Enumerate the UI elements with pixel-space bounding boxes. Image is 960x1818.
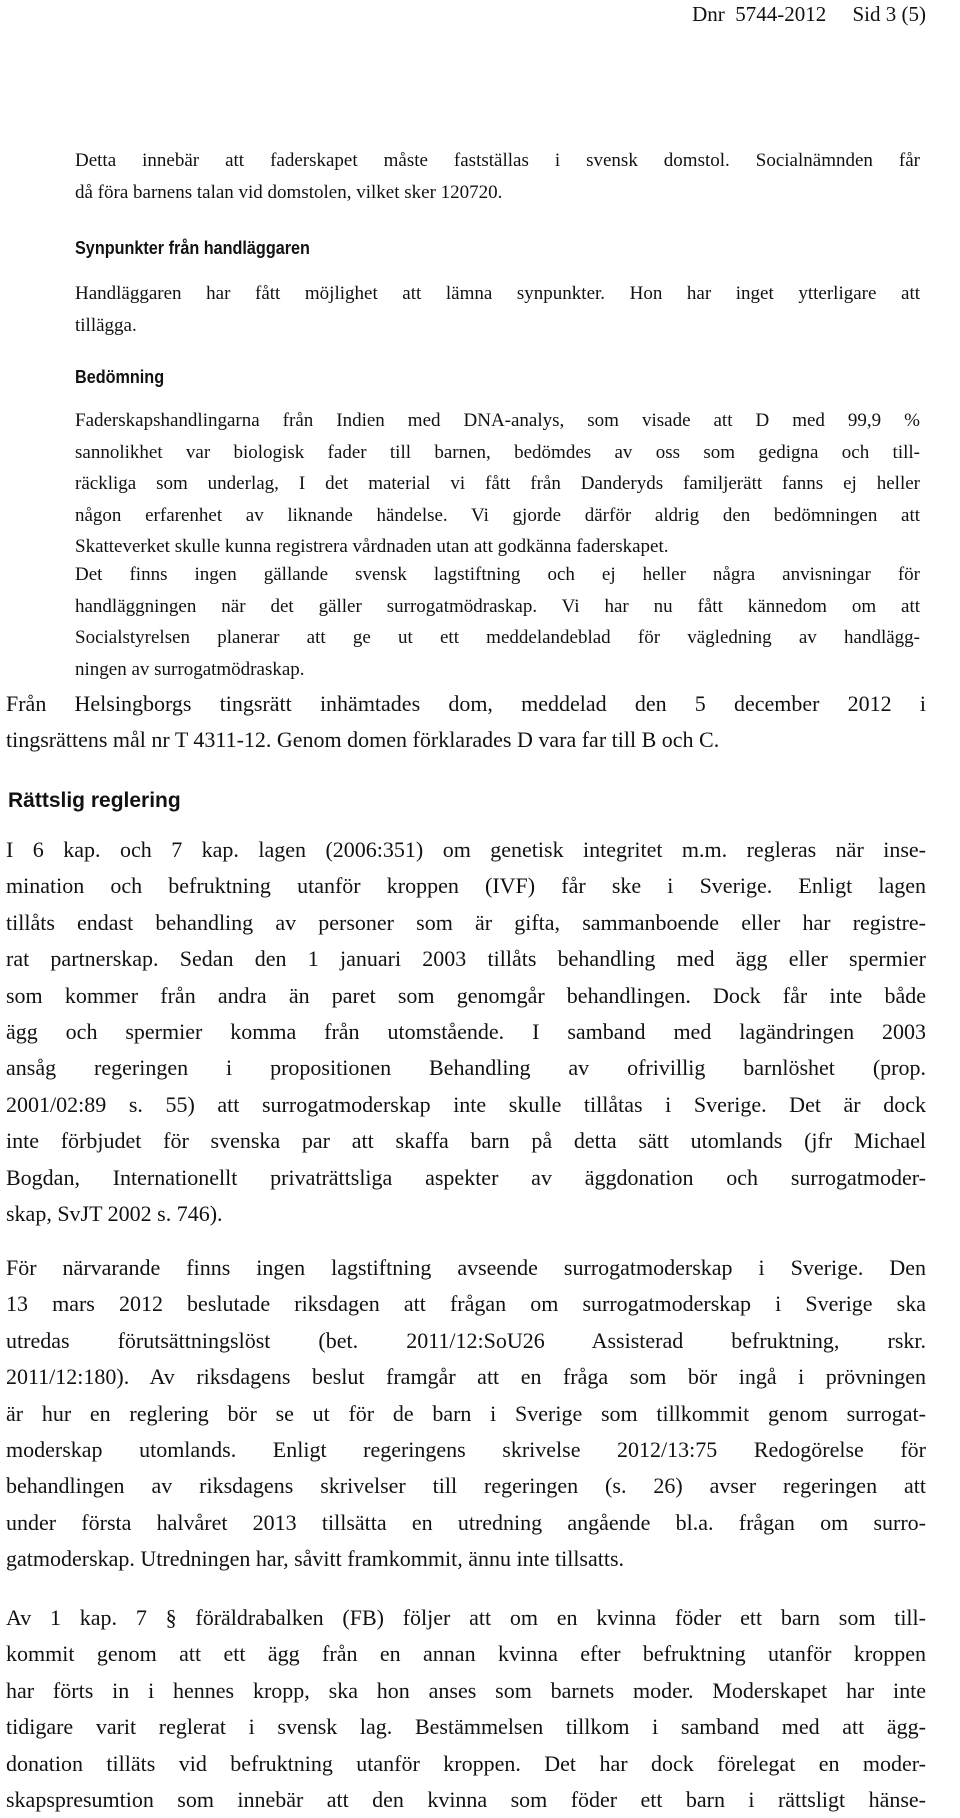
text-line: Det finns ingen gällande svensk lagstiftning och ej heller några anvisningar för: [75, 564, 920, 585]
paragraph-intro: [75, 145, 920, 208]
text-line: handläggningen när det gäller surrogatmödraskap. Vi har nu fått kännedom om att: [75, 595, 920, 617]
text-line: 13 mars 2012 beslutade riksdagen att frågan om surrogatmoderskap i Sverige ska: [6, 1291, 926, 1317]
text-line: är hur en reglering bör se ut för de barn i Sverige som tillkommit genom surrogat-: [6, 1400, 926, 1426]
text-line: sannolikhet var biologisk fader till barnen, bedömdes av oss som gedigna och till-: [75, 441, 920, 463]
paragraph-tingsratt: [6, 686, 926, 759]
text-line: Från Helsingborgs tingsrätt inhämtades dom, meddelad den 5 december 2012 i: [6, 691, 926, 716]
paragraph-reglering: [6, 832, 926, 1232]
text-line: behandlingen av riksdagens skrivelser till regeringen (s. 26) avser regeringen att: [6, 1473, 926, 1499]
text-line: För närvarande finns ingen lagstiftning avseende surrogatmoderskap i Sverige. Den: [6, 1255, 926, 1280]
text-line: gatmoderskap. Utredningen har, såvitt framkommit, ännu inte tillsatts.: [6, 1546, 625, 1572]
paragraph-riksdag: [6, 1250, 926, 1578]
text-line: skapspresumtion som innebär att den kvinna som föder ett barn i rättsligt hänse-: [6, 1787, 926, 1813]
heading-bedomning: Bedömning: [75, 367, 165, 387]
paragraph-bedomning: [75, 405, 920, 563]
text-line: 2011/12:180). Av riksdagens beslut framgår att en fråga som bör ingå i prövningen: [6, 1364, 926, 1390]
text-line: ningen av surrogatmödraskap.: [75, 658, 305, 680]
text-line: Faderskapshandlingarna från Indien med DNA-analys, som visade att D med 99,9 %: [75, 410, 920, 431]
text-line: mination och befruktning utanför kroppen (IVF) får ske i Sverige. Enligt lagen: [6, 873, 926, 899]
text-line: någon erfarenhet av liknande händelse. Vi gjorde därför aldrig den bedömningen att: [75, 504, 920, 526]
text-line: skap, SvJT 2002 s. 746).: [6, 1201, 223, 1227]
text-line: tillägga.: [75, 314, 137, 336]
text-line: moderskap utomlands. Enligt regeringens skrivelse 2012/13:75 Redogörelse för: [6, 1437, 926, 1463]
text-line: Bogdan, Internationellt privaträttsliga aspekter av äggdonation och surrogatmoder-: [6, 1164, 926, 1190]
paragraph-foraldrabalken: [6, 1600, 926, 1818]
text-line: Detta innebär att faderskapet måste fastställas i svensk domstol. Socialnämnden får: [75, 150, 920, 171]
paragraph-synpunkter: [75, 278, 920, 341]
text-line: I 6 kap. och 7 kap. lagen (2006:351) om genetisk integritet m.m. regleras när inse-: [6, 837, 926, 862]
text-line: då föra barnens talan vid domstolen, vilket sker 120720.: [75, 181, 503, 203]
text-line: utredas förutsättningslöst (bet. 2011/12:SoU26 Assisterad befruktning, rskr.: [6, 1327, 926, 1353]
text-line: tillåts endast behandling av personer som är gifta, sammanboende eller har registre-: [6, 909, 926, 935]
text-line: räckliga som underlag, I det material vi fått från Danderyds familjerätt fanns ej heller: [75, 473, 920, 494]
text-line: tidigare varit reglerat i svensk lag. Bestämmelsen tillkom i samband med att ägg-: [6, 1714, 926, 1740]
heading-rattslig-reglering: Rättslig reglering: [8, 789, 181, 812]
text-line: har förts in i hennes kropp, ska hon anses som barnets moder. Moderskapet har inte: [6, 1677, 926, 1703]
text-line: rat partnerskap. Sedan den 1 januari 2003 tillåts behandling med ägg eller spermier: [6, 946, 926, 972]
text-line: ägg och spermier komma från utomstående. I samband med lagändringen 2003: [6, 1019, 926, 1045]
text-line: ansåg regeringen i propositionen Behandling av ofrivillig barnlöshet (prop.: [6, 1055, 926, 1081]
text-line: Handläggaren har fått möjlighet att lämna synpunkter. Hon har inget ytterligare att: [75, 283, 920, 304]
text-line: Av 1 kap. 7 § föräldrabalken (FB) följer att om en kvinna föder ett barn som till-: [6, 1605, 926, 1630]
text-line: tingsrättens mål nr T 4311-12. Genom domen förklarades D vara far till B och C.: [6, 727, 720, 753]
text-line: Skatteverket skulle kunna registrera vårdnaden utan att godkänna faderskapet.: [75, 536, 669, 557]
heading-synpunkter: Synpunkter från handläggaren: [75, 238, 310, 258]
text-line: 2001/02:89 s. 55) att surrogatmoderskap inte skulle tillåtas i Sverige. Det är dock: [6, 1091, 926, 1117]
text-line: som kommer från andra än paret som genomgår behandlingen. Dock får inte både: [6, 982, 926, 1008]
paragraph-lagstiftning: [75, 559, 920, 685]
document-header: Dnr 5744-2012 Sid 3 (5): [692, 2, 926, 26]
text-line: Socialstyrelsen planerar att ge ut ett meddelandeblad för vägledning av handlägg-: [75, 627, 920, 648]
text-line: kommit genom att ett ägg från en annan kvinna efter befruktning utanför kroppen: [6, 1641, 926, 1667]
text-line: under första halvåret 2013 tillsätta en utredning angående bl.a. frågan om surro-: [6, 1509, 926, 1535]
text-line: donation tilläts vid befruktning utanför kroppen. Det har dock förelegat en moder-: [6, 1750, 926, 1776]
text-line: inte förbjudet för svenska par att skaffa barn på detta sätt utomlands (jfr Michael: [6, 1128, 926, 1154]
